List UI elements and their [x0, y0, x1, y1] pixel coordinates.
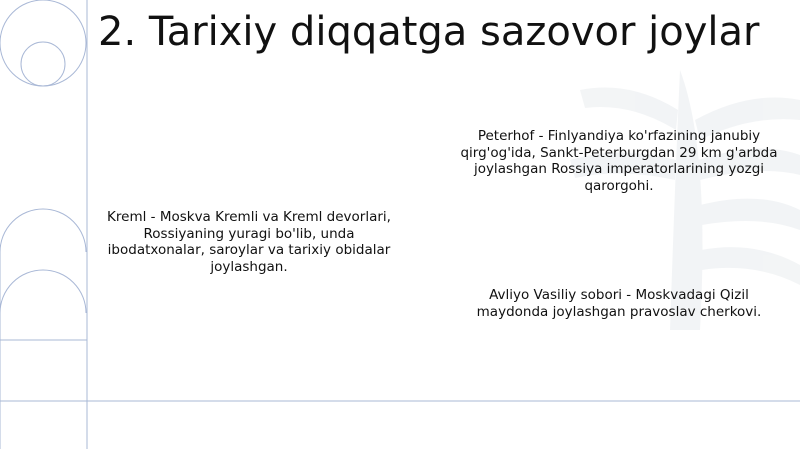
deco-arc-lower: [0, 270, 86, 313]
vasiliy-cathedral-description: Avliyo Vasiliy sobori - Moskvadagi Qizil maydonda joylashgan pravoslav cherkovi.: [476, 287, 762, 320]
kreml-description: Kreml - Moskva Kremli va Kreml devorlari, Rossiyaning yuragi bo'lib, unda ibodatxonalar, saroylar va tarixiy obidalar joylashgan.: [107, 209, 391, 275]
peterhof-description: Peterhof - Finlyandiya ko'rfazining janubiy qirg'og'ida, Sankt-Peterburgdan 29 km g'arbda joylashgan Rossiya imperatorlarining yozgi qarorgohi.: [460, 128, 778, 194]
deco-circle-small: [21, 42, 65, 86]
slide-title: 2. Tarixiy diqqatga sazovor joylar: [98, 9, 760, 55]
deco-arc-upper: [0, 209, 86, 252]
deco-circle-large: [0, 0, 86, 86]
